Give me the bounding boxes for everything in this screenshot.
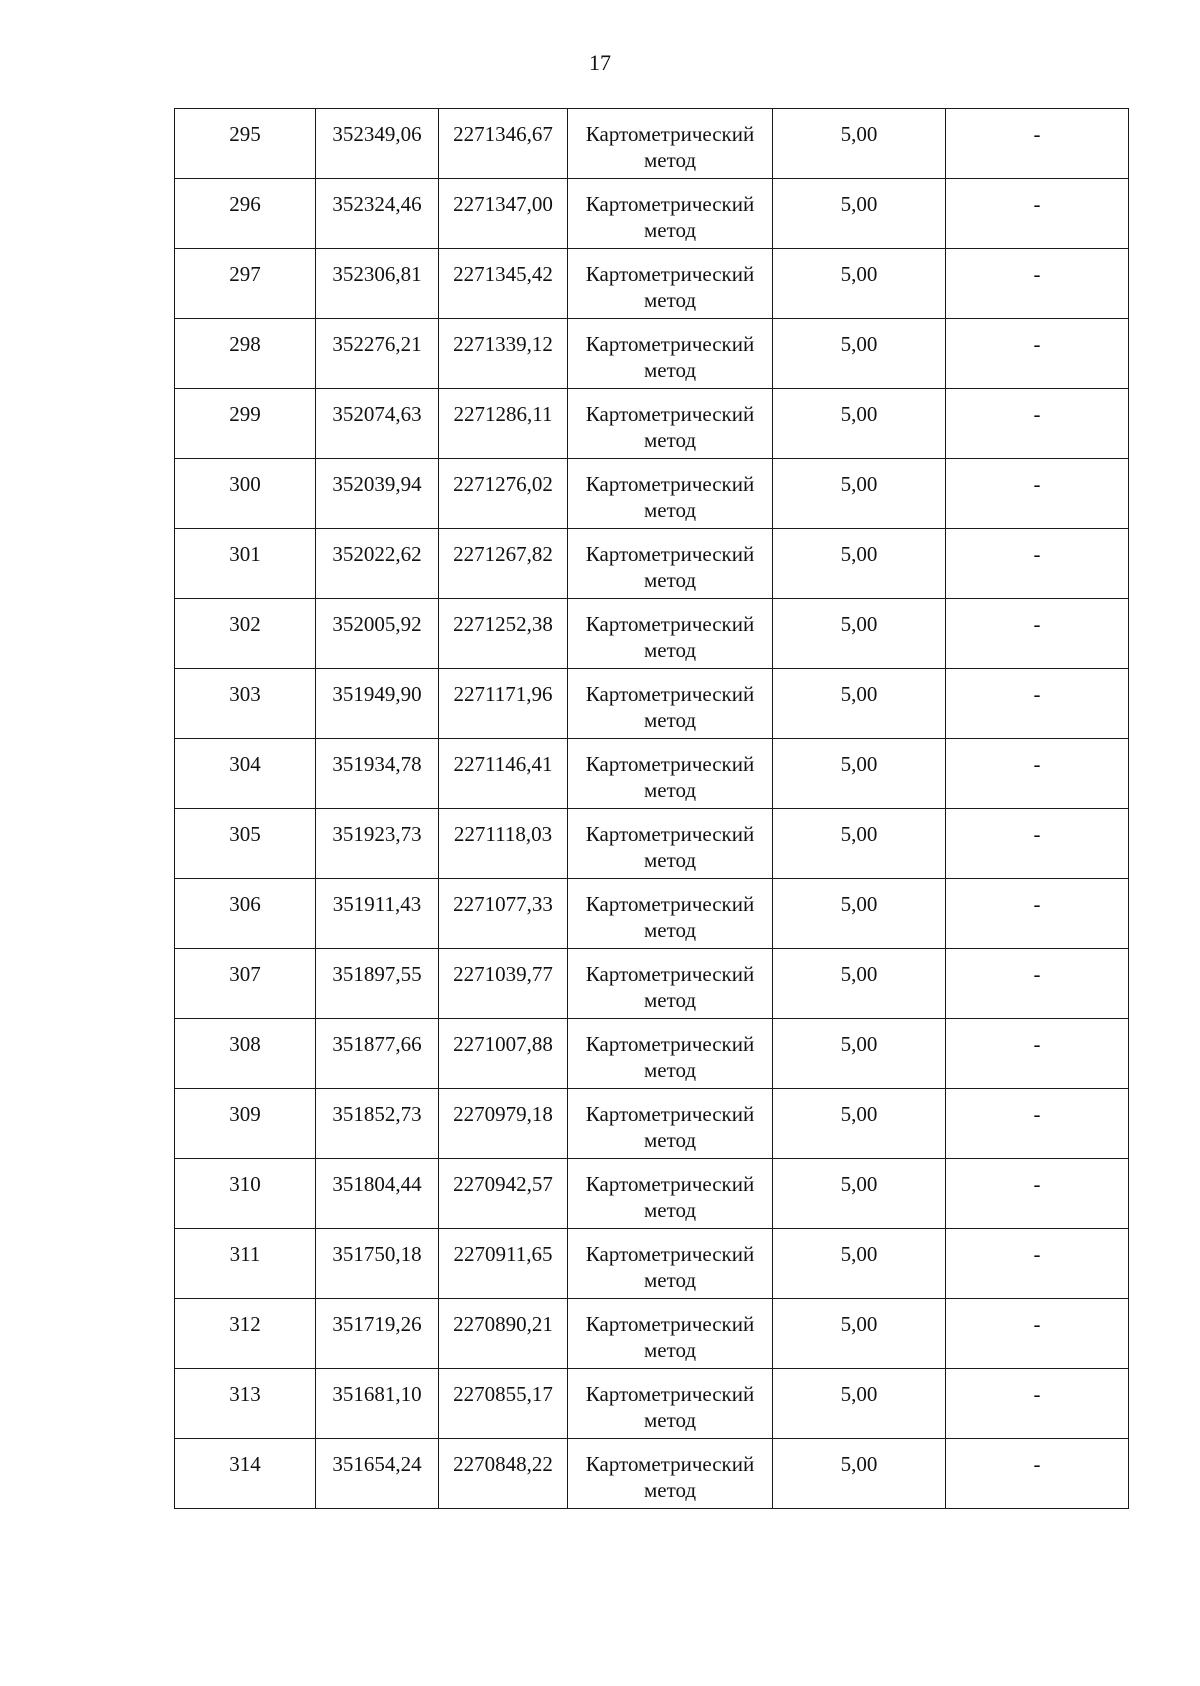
description-cell: - — [946, 739, 1129, 809]
description-cell: - — [946, 1089, 1129, 1159]
description-cell: - — [946, 319, 1129, 389]
y-coordinate-cell: 2271171,96 — [439, 669, 568, 739]
y-coordinate-cell: 2271286,11 — [439, 389, 568, 459]
table-row — [175, 809, 1129, 879]
y-coordinate-cell: 2271345,42 — [439, 249, 568, 319]
accuracy-cell: 5,00 — [773, 1229, 946, 1299]
description-cell: - — [946, 529, 1129, 599]
point-number-cell: 309 — [175, 1089, 316, 1159]
accuracy-cell: 5,00 — [773, 1299, 946, 1369]
y-coordinate-cell: 2271118,03 — [439, 809, 568, 879]
table-row — [175, 739, 1129, 809]
x-coordinate-cell: 352306,81 — [316, 249, 439, 319]
y-coordinate-cell: 2271267,82 — [439, 529, 568, 599]
point-number-cell: 305 — [175, 809, 316, 879]
method-cell: Картометрический метод — [568, 249, 773, 319]
x-coordinate-cell: 351897,55 — [316, 949, 439, 1019]
point-number-cell: 302 — [175, 599, 316, 669]
x-coordinate-cell: 352074,63 — [316, 389, 439, 459]
description-cell: - — [946, 809, 1129, 879]
table-row — [175, 1089, 1129, 1159]
accuracy-cell: 5,00 — [773, 599, 946, 669]
description-cell: - — [946, 669, 1129, 739]
table-row — [175, 1439, 1129, 1509]
description-cell: - — [946, 389, 1129, 459]
description-cell: - — [946, 109, 1129, 179]
point-number-cell: 295 — [175, 109, 316, 179]
accuracy-cell: 5,00 — [773, 1089, 946, 1159]
accuracy-cell: 5,00 — [773, 1159, 946, 1229]
method-cell: Картометрический метод — [568, 949, 773, 1019]
description-cell: - — [946, 879, 1129, 949]
x-coordinate-cell: 352039,94 — [316, 459, 439, 529]
point-number-cell: 304 — [175, 739, 316, 809]
method-cell: Картометрический метод — [568, 1229, 773, 1299]
page-number: 17 — [589, 50, 611, 75]
method-cell: Картометрический метод — [568, 1299, 773, 1369]
table-row — [175, 459, 1129, 529]
x-coordinate-cell: 351804,44 — [316, 1159, 439, 1229]
x-coordinate-cell: 351877,66 — [316, 1019, 439, 1089]
y-coordinate-cell: 2271039,77 — [439, 949, 568, 1019]
point-number-cell: 312 — [175, 1299, 316, 1369]
method-cell: Картометрический метод — [568, 739, 773, 809]
accuracy-cell: 5,00 — [773, 179, 946, 249]
y-coordinate-cell: 2271276,02 — [439, 459, 568, 529]
y-coordinate-cell: 2270979,18 — [439, 1089, 568, 1159]
method-cell: Картометрический метод — [568, 669, 773, 739]
x-coordinate-cell: 351750,18 — [316, 1229, 439, 1299]
table-row — [175, 1229, 1129, 1299]
table-row — [175, 1299, 1129, 1369]
point-number-cell: 297 — [175, 249, 316, 319]
accuracy-cell: 5,00 — [773, 739, 946, 809]
y-coordinate-cell: 2271347,00 — [439, 179, 568, 249]
accuracy-cell: 5,00 — [773, 1439, 946, 1509]
accuracy-cell: 5,00 — [773, 879, 946, 949]
accuracy-cell: 5,00 — [773, 669, 946, 739]
description-cell: - — [946, 249, 1129, 319]
accuracy-cell: 5,00 — [773, 1019, 946, 1089]
table-row — [175, 669, 1129, 739]
coordinates-table — [174, 108, 1129, 1509]
description-cell: - — [946, 1159, 1129, 1229]
point-number-cell: 303 — [175, 669, 316, 739]
method-cell: Картометрический метод — [568, 179, 773, 249]
table-row — [175, 389, 1129, 459]
accuracy-cell: 5,00 — [773, 809, 946, 879]
point-number-cell: 299 — [175, 389, 316, 459]
accuracy-cell: 5,00 — [773, 319, 946, 389]
x-coordinate-cell: 351681,10 — [316, 1369, 439, 1439]
accuracy-cell: 5,00 — [773, 459, 946, 529]
accuracy-cell: 5,00 — [773, 949, 946, 1019]
y-coordinate-cell: 2271077,33 — [439, 879, 568, 949]
method-cell: Картометрический метод — [568, 879, 773, 949]
accuracy-cell: 5,00 — [773, 1369, 946, 1439]
accuracy-cell: 5,00 — [773, 249, 946, 319]
method-cell: Картометрический метод — [568, 1159, 773, 1229]
table-row — [175, 179, 1129, 249]
description-cell: - — [946, 1439, 1129, 1509]
method-cell: Картометрический метод — [568, 599, 773, 669]
y-coordinate-cell: 2270848,22 — [439, 1439, 568, 1509]
point-number-cell: 296 — [175, 179, 316, 249]
point-number-cell: 310 — [175, 1159, 316, 1229]
point-number-cell: 311 — [175, 1229, 316, 1299]
x-coordinate-cell: 352349,06 — [316, 109, 439, 179]
point-number-cell: 300 — [175, 459, 316, 529]
description-cell: - — [946, 949, 1129, 1019]
description-cell: - — [946, 1299, 1129, 1369]
table-row — [175, 599, 1129, 669]
method-cell: Картометрический метод — [568, 319, 773, 389]
description-cell: - — [946, 1019, 1129, 1089]
x-coordinate-cell: 351852,73 — [316, 1089, 439, 1159]
x-coordinate-cell: 352324,46 — [316, 179, 439, 249]
table-row — [175, 529, 1129, 599]
y-coordinate-cell: 2270942,57 — [439, 1159, 568, 1229]
y-coordinate-cell: 2270890,21 — [439, 1299, 568, 1369]
table-row — [175, 249, 1129, 319]
y-coordinate-cell: 2271252,38 — [439, 599, 568, 669]
method-cell: Картометрический метод — [568, 1369, 773, 1439]
point-number-cell: 314 — [175, 1439, 316, 1509]
y-coordinate-cell: 2271146,41 — [439, 739, 568, 809]
method-cell: Картометрический метод — [568, 389, 773, 459]
x-coordinate-cell: 351911,43 — [316, 879, 439, 949]
description-cell: - — [946, 1369, 1129, 1439]
method-cell: Картометрический метод — [568, 459, 773, 529]
x-coordinate-cell: 352005,92 — [316, 599, 439, 669]
point-number-cell: 313 — [175, 1369, 316, 1439]
y-coordinate-cell: 2270855,17 — [439, 1369, 568, 1439]
x-coordinate-cell: 351934,78 — [316, 739, 439, 809]
accuracy-cell: 5,00 — [773, 529, 946, 599]
description-cell: - — [946, 179, 1129, 249]
point-number-cell: 307 — [175, 949, 316, 1019]
coordinates-table-body — [175, 109, 1129, 1509]
table-row — [175, 949, 1129, 1019]
y-coordinate-cell: 2270911,65 — [439, 1229, 568, 1299]
method-cell: Картометрический метод — [568, 1019, 773, 1089]
y-coordinate-cell: 2271007,88 — [439, 1019, 568, 1089]
x-coordinate-cell: 351719,26 — [316, 1299, 439, 1369]
y-coordinate-cell: 2271346,67 — [439, 109, 568, 179]
description-cell: - — [946, 459, 1129, 529]
x-coordinate-cell: 352022,62 — [316, 529, 439, 599]
accuracy-cell: 5,00 — [773, 389, 946, 459]
point-number-cell: 306 — [175, 879, 316, 949]
method-cell: Картометрический метод — [568, 109, 773, 179]
method-cell: Картометрический метод — [568, 529, 773, 599]
description-cell: - — [946, 599, 1129, 669]
table-row — [175, 1159, 1129, 1229]
point-number-cell: 301 — [175, 529, 316, 599]
table-row — [175, 319, 1129, 389]
method-cell: Картометрический метод — [568, 1089, 773, 1159]
table-row — [175, 1019, 1129, 1089]
method-cell: Картометрический метод — [568, 809, 773, 879]
table-row — [175, 1369, 1129, 1439]
y-coordinate-cell: 2271339,12 — [439, 319, 568, 389]
method-cell: Картометрический метод — [568, 1439, 773, 1509]
x-coordinate-cell: 351923,73 — [316, 809, 439, 879]
x-coordinate-cell: 351654,24 — [316, 1439, 439, 1509]
description-cell: - — [946, 1229, 1129, 1299]
accuracy-cell: 5,00 — [773, 109, 946, 179]
x-coordinate-cell: 351949,90 — [316, 669, 439, 739]
x-coordinate-cell: 352276,21 — [316, 319, 439, 389]
table-row — [175, 879, 1129, 949]
point-number-cell: 308 — [175, 1019, 316, 1089]
point-number-cell: 298 — [175, 319, 316, 389]
table-row — [175, 109, 1129, 179]
